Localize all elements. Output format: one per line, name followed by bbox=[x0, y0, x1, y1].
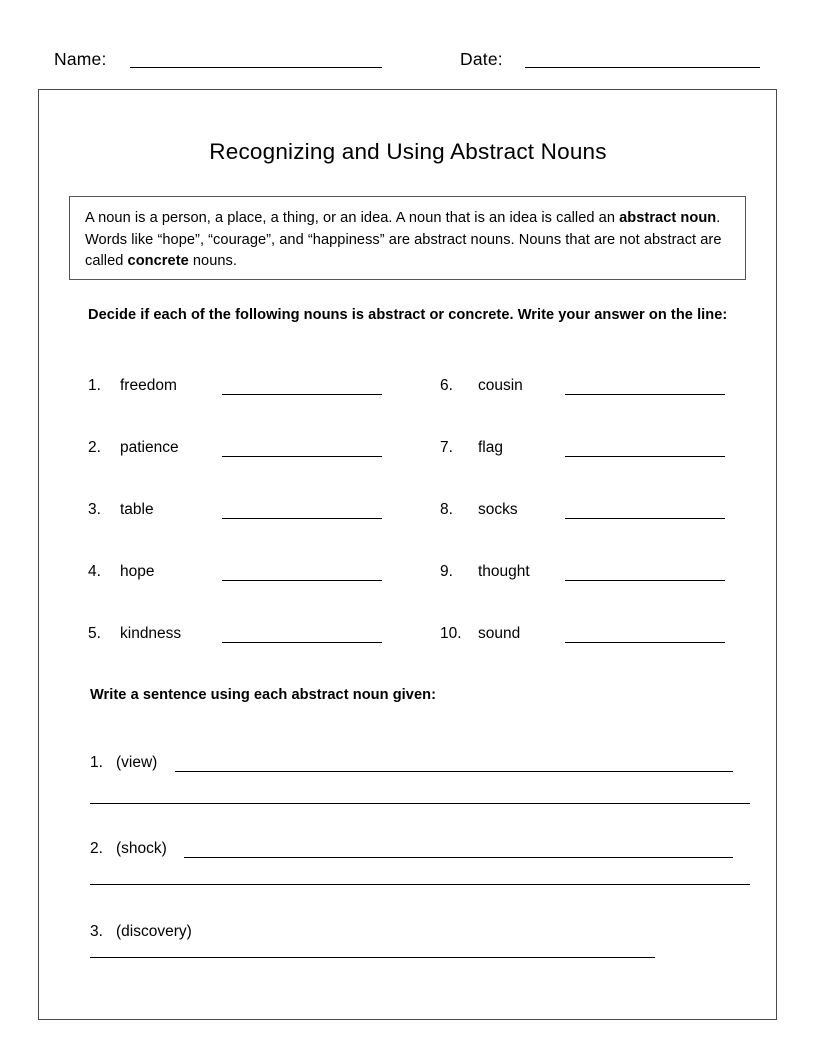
sentence-noun: (discovery) bbox=[116, 923, 192, 940]
noun-number: 8. bbox=[440, 501, 453, 518]
noun-item bbox=[88, 437, 388, 461]
noun-item bbox=[440, 561, 740, 585]
noun-item bbox=[440, 437, 740, 461]
noun-item bbox=[88, 561, 388, 585]
page-title: Recognizing and Using Abstract Nouns bbox=[209, 139, 607, 164]
definition-bold-abstract-noun: abstract noun bbox=[619, 210, 717, 226]
definition-bold-concrete: concrete bbox=[127, 253, 189, 269]
date-label: Date: bbox=[460, 49, 503, 69]
noun-word: cousin bbox=[478, 377, 523, 394]
noun-answer-line[interactable] bbox=[222, 580, 382, 581]
noun-answer-line[interactable] bbox=[565, 642, 725, 643]
definition-part-1: A noun is a person, a place, a thing, or an idea. A noun that is an idea is called an bbox=[85, 210, 620, 226]
name-write-in-line[interactable] bbox=[130, 67, 382, 68]
noun-number: 3. bbox=[88, 501, 101, 518]
noun-word: patience bbox=[120, 439, 179, 456]
sentence-write-in-line[interactable] bbox=[184, 857, 733, 858]
sentence-write-in-line-2[interactable] bbox=[90, 957, 655, 958]
definition-part-2: . Words like “hope”, “courage”, and “happiness” are abstract nouns. Nouns that are not abstract are called bbox=[85, 210, 722, 269]
noun-number: 1. bbox=[88, 377, 101, 394]
noun-answer-line[interactable] bbox=[565, 456, 725, 457]
definition-part-3: nouns. bbox=[188, 253, 238, 269]
sentence-write-in-line[interactable] bbox=[175, 771, 733, 772]
sentence-number: 3. bbox=[90, 923, 103, 940]
sentence-write-in-line-2[interactable] bbox=[90, 884, 750, 885]
sentence-noun: (shock) bbox=[116, 840, 167, 857]
noun-answer-line[interactable] bbox=[222, 456, 382, 457]
noun-item bbox=[440, 499, 740, 523]
sentence-write-in-line-2[interactable] bbox=[90, 803, 750, 804]
date-write-in-line[interactable] bbox=[525, 67, 760, 68]
noun-word: hope bbox=[120, 563, 155, 580]
noun-item bbox=[88, 499, 388, 523]
sentence-number: 1. bbox=[90, 754, 103, 771]
noun-item bbox=[440, 375, 740, 399]
name-label: Name: bbox=[54, 49, 107, 69]
sentence-noun: (view) bbox=[116, 754, 158, 771]
noun-number: 10. bbox=[440, 625, 462, 642]
noun-word: sound bbox=[478, 625, 521, 642]
section-2-instruction: Write a sentence using each abstract noun given: bbox=[90, 687, 436, 703]
noun-word: flag bbox=[478, 439, 503, 456]
noun-answer-line[interactable] bbox=[222, 394, 382, 395]
sentence-number: 2. bbox=[90, 840, 103, 857]
noun-number: 2. bbox=[88, 439, 101, 456]
noun-answer-line[interactable] bbox=[565, 394, 725, 395]
noun-item bbox=[88, 623, 388, 647]
noun-word: table bbox=[120, 501, 154, 518]
noun-number: 5. bbox=[88, 625, 101, 642]
noun-number: 6. bbox=[440, 377, 453, 394]
noun-word: freedom bbox=[120, 377, 177, 394]
section-1-instruction: Decide if each of the following nouns is abstract or concrete. Write your answer on the line: bbox=[88, 307, 728, 323]
noun-word: kindness bbox=[120, 625, 182, 642]
noun-item bbox=[440, 623, 740, 647]
definition-text bbox=[85, 208, 733, 273]
header-row bbox=[0, 44, 816, 74]
noun-answer-line[interactable] bbox=[222, 642, 382, 643]
noun-answer-line[interactable] bbox=[565, 580, 725, 581]
noun-answer-line[interactable] bbox=[222, 518, 382, 519]
noun-number: 9. bbox=[440, 563, 453, 580]
noun-number: 7. bbox=[440, 439, 453, 456]
noun-word: socks bbox=[478, 501, 518, 518]
noun-item bbox=[88, 375, 388, 399]
noun-word: thought bbox=[478, 563, 530, 580]
noun-answer-line[interactable] bbox=[565, 518, 725, 519]
noun-number: 4. bbox=[88, 563, 101, 580]
